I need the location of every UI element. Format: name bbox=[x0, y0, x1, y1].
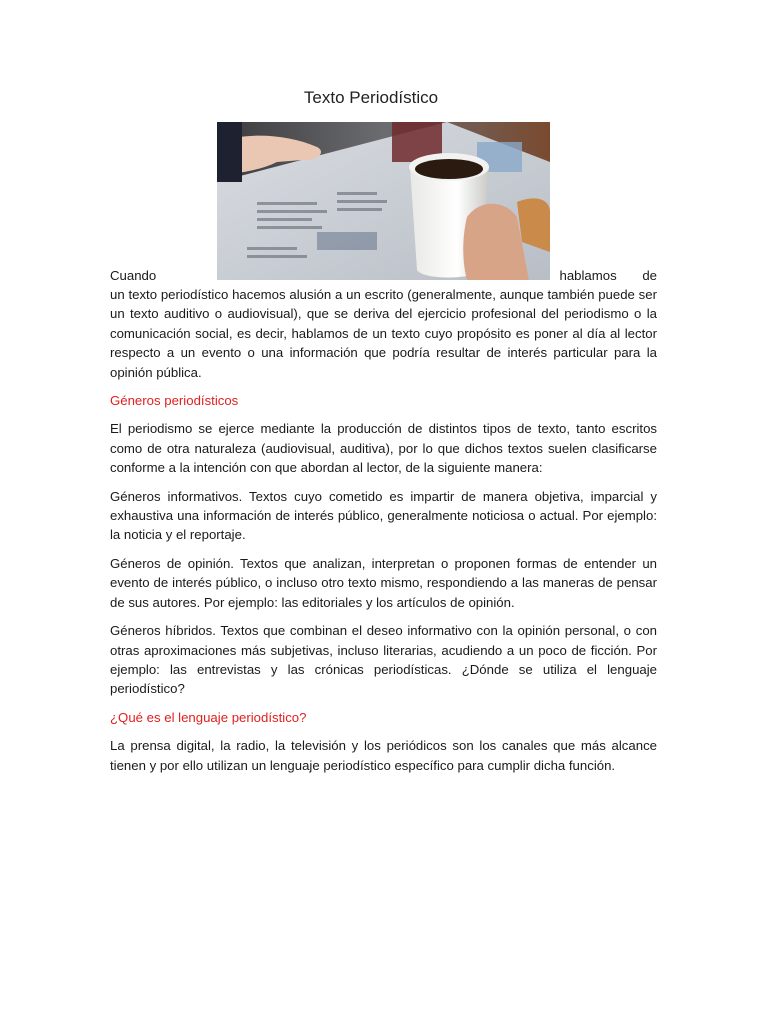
paragraph: Géneros informativos. Textos cuyo cometido es impartir de manera objetiva, imparcial y exhaustiva una información de interés público, generalmente noticiosa o actual. Por ejemplo: la noticia y el reportaje. bbox=[110, 488, 657, 543]
intro-after-image: hablamos de bbox=[559, 268, 657, 283]
paragraph: Géneros híbridos. Textos que combinan el deseo informativo con la opinión personal, o con otras aproximaciones más subjetivas, incluso literarias, acudiendo a un poco de ficción. Por ejemplo: las entrevistas y las crónicas periodísticas. ¿Dónde se utiliza el lenguaje periodístico? bbox=[110, 623, 657, 697]
section-heading-lenguaje: ¿Qué es el lenguaje periodístico? bbox=[110, 709, 307, 725]
newspaper-coffee-photo bbox=[217, 122, 550, 280]
document-title: Texto Periodístico bbox=[303, 88, 439, 107]
intro-first-line bbox=[110, 266, 657, 285]
paragraph: La prensa digital, la radio, la televisión y los periódicos son los canales que más alcance tienen y por ello utilizan un lenguaje periodístico específico para cumplir dicha función. bbox=[110, 738, 657, 773]
intro-paragraph: un texto periodístico hacemos alusión a un escrito (generalmente, aunque también puede ser un texto auditivo o audiovisual), que se deriva del ejercicio profesional del periodismo o la comunicación social, es decir, hablamos de un texto cuyo propósito es poner al día al lector respecto a un evento o una información que podría resultar de interés particular para la opinión pública. bbox=[110, 287, 657, 380]
section-heading-generos: Géneros periodísticos bbox=[110, 393, 239, 409]
document-body bbox=[110, 266, 657, 784]
paragraph: El periodismo se ejerce mediante la producción de distintos tipos de texto, tanto escritos como de otra naturaleza (audiovisual, auditiva), por lo que dichos textos suelen clasificarse conforme a la intención con que abordan al lector, de la siguiente manera: bbox=[110, 421, 657, 476]
intro-first-word: Cuando bbox=[110, 268, 157, 283]
paragraph: Géneros de opinión. Textos que analizan, interpretan o proponen formas de entender un evento de interés público, o incluso otro texto mismo, respondiendo a las maneras de pensar de sus autores. Por ejemplo: las editoriales y los artículos de opinión. bbox=[110, 555, 657, 610]
